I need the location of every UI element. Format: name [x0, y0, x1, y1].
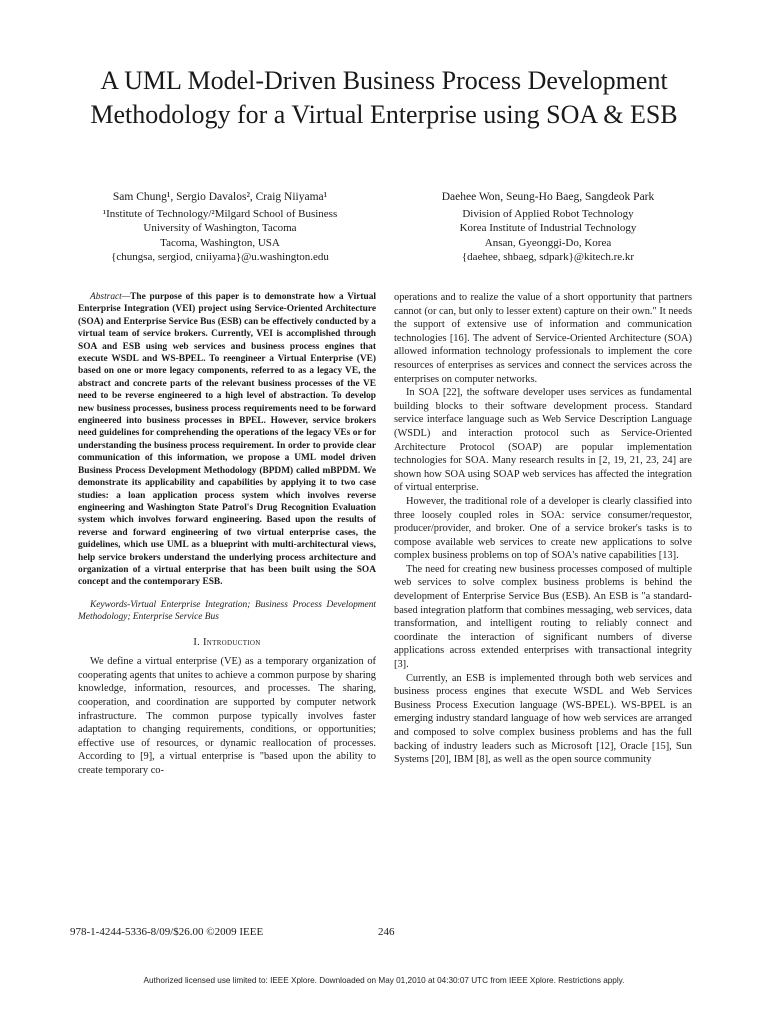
- license-notice: Authorized licensed use limited to: IEEE Xplore. Downloaded on May 01,2010 at 04:30:07 UTC from IEEE Xplore. Restrictions apply.: [143, 976, 625, 985]
- author-emails: {daehee, shbaeg, sdpark}@kitech.re.kr: [461, 251, 635, 263]
- affiliation-line: Tacoma, Washington, USA: [160, 236, 280, 249]
- author-block-kitech: [388, 190, 708, 265]
- keywords: Keywords-Virtual Enterprise Integration; Business Process Development Methodology; Enterprise Service Bus: [78, 599, 376, 623]
- body-paragraph: operations and to realize the value of a short opportunity that partners cannot (or can, but only to lesser extent) capture on their own." It needs the support of extensive use of information and communication technologies [16]. The advent of Service-Oriented Architecture (SOA) allowed information technology professionals to implement the core resources of enterprises as services and connect the services across the enterprises on computer networks.: [394, 292, 692, 385]
- copyright-line: 978-1-4244-5336-8/09/$26.00 ©2009 IEEE: [70, 926, 264, 938]
- abstract-label: Abstract—: [90, 292, 131, 302]
- affiliation-line: Division of Applied Robot Technology: [462, 207, 634, 220]
- affiliation-line: Ansan, Gyeonggi-Do, Korea: [484, 236, 612, 249]
- affiliation-line: ¹Institute of Technology/²Milgard School of Business: [102, 207, 338, 220]
- author-names: Daehee Won, Seung-Ho Baeg, Sangdeok Park: [441, 191, 655, 203]
- left-column: [78, 291, 376, 778]
- affiliation-line: Korea Institute of Industrial Technology: [459, 222, 637, 234]
- abstract-text: The purpose of this paper is to demonstrate how a Virtual Enterprise Integration (VEI) project using Service-Oriented Architecture (SOA) and Enterprise Service Bus (ESB) can be effectively conducted by a virtual team of service brokers. Currently, VEI is accomplished through SOA and ESB using web services and business process engines that execute WSDL and WS-BPEL. To reengineer a Virtual Enterprise (VE) based on one or more legacy components, referred to as a legacy VE, the abstract and concrete parts of the relevant business processes of the VE need to be reverse engineered to a high level of abstraction. To develop new business processes, business process requirements need to be forward engineered into business processes in BPEL. However, service brokers need guidelines for comprehending the operations of the legacy VEs or for understanding the business process requirement. In order to provide clear communication of this information, we propose a UML model driven Business Process Development Methodology (BPDM) called mBPDM. We demonstrate its applicability and capabilities by applying it to two case studies: a loan application process system which involves reverse engineering and Washington State Patrol's Drug Recognition Evaluation system which involves forward engineering. Based upon the results of reverse and forward engineering of two virtual enterprise cases, the guidelines, which use UML as a blueprint with multi-architectural views, help service brokers understand the underlying process architecture and organization of a virtual enterprise that has been built using the SOA concept and the contemporary ESB.: [78, 292, 376, 588]
- body-paragraph: The need for creating new business processes composed of multiple web services to solve complex business problems is behind the development of Enterprise Service Bus (ESB). An ESB is "a standard-based integration platform that combines messaging, web services, data transformation, and intelligent routing to reliably connect and coordinate the interaction of significant numbers of diverse applications across extended enterprises with transactional integrity [3].: [394, 563, 692, 671]
- paper-title: A UML Model-Driven Business Process Development Methodology for a Virtual Enterprise using SOA & ESB: [90, 66, 678, 129]
- body-paragraph: Currently, an ESB is implemented through both web services and business process engines that execute WSDL and Web Services Business Process Execution language (WS-BPEL). WS-BPEL is an emerging industry standard language of how web services are arranged and composed to solve complex business problems and has the full backing of industry leaders such as Microsoft [12], Oracle [15], Sun Systems [20], IBM [8], as well as the open source community: [394, 672, 692, 766]
- section-heading: I. Introduction: [193, 636, 261, 648]
- affiliation-line: University of Washington, Tacoma: [143, 222, 297, 234]
- body-paragraph: However, the traditional role of a developer is clearly classified into three loosely coupled roles in SOA: service consumer/requestor, producer/provider, and broker. One of a service broker's tasks is to compose available web services to create new applications to solve complex business problems on top of SOA's native capabilities [13].: [394, 495, 692, 562]
- page-number: 246: [378, 926, 395, 938]
- body-paragraph: In SOA [22], the software developer uses services as fundamental building blocks to their software development process. Standard service interface language such as Web Service Description Language (WSDL) and interaction protocol such as Service-Oriented Architecture Protocol (SOAP) are popular implementation technologies for SOA. Many research results in [2, 19, 21, 23, 24] are shown how SOA using SOAP web services has affected the integration of virtual enterprise.: [394, 387, 692, 494]
- author-names: Sam Chung¹, Sergio Davalos², Craig Niiyama¹: [112, 191, 328, 203]
- author-block-uw: [60, 190, 380, 265]
- author-emails: {chungsa, sergiod, cniiyama}@u.washington.edu: [111, 251, 329, 263]
- body-paragraph: We define a virtual enterprise (VE) as a temporary organization of cooperating agents that unites to achieve a common purpose by sharing knowledge, information, resources, and processes. The sharing, cooperation, and coordination are supported by computer network infrastructure. The common purpose typically involves faster adaptation to changing requirements, conditions, or opportunities; effective use of resources, or dynamic reallocation of processes. According to [9], a virtual enterprise is "based upon the ability to create temporary co-: [78, 656, 376, 776]
- abstract: [78, 291, 376, 589]
- right-column: [394, 291, 692, 767]
